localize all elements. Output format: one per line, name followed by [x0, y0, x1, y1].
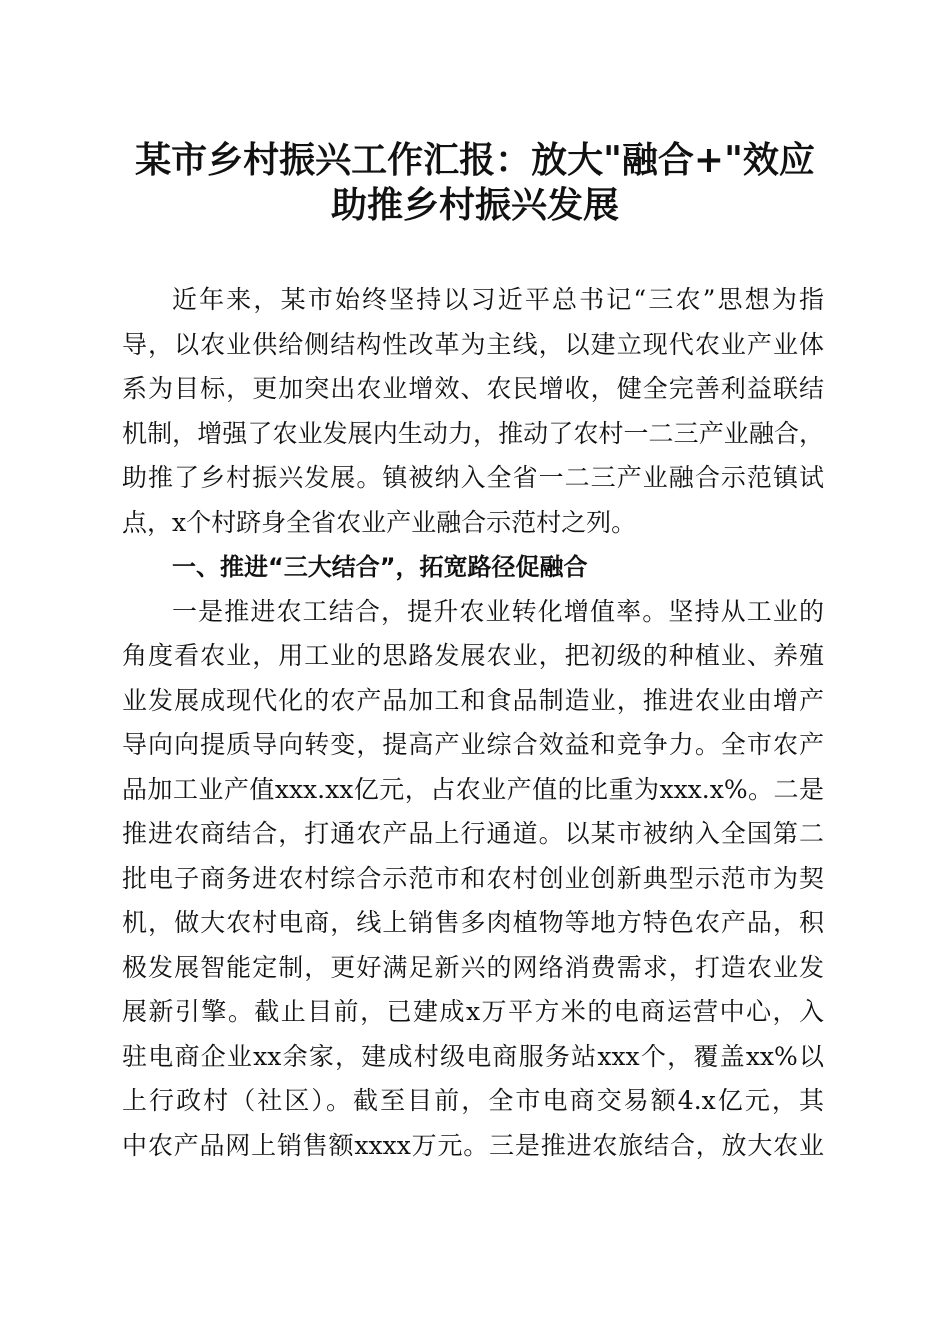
paragraph-line: 点，x个村跻身全省农业产业融合示范村之列。: [122, 507, 637, 537]
paragraph-line: 极发展智能定制，更好满足新兴的网络消费需求，打造农业发: [122, 952, 824, 982]
paragraph-line: 中农产品网上销售额xxxx万元。三是推进农旅结合，放大农业: [122, 1130, 824, 1160]
paragraph-line: 展新引擎。截止目前，已建成x万平方米的电商运营中心，入: [122, 997, 824, 1026]
paragraph-line: 助推了乡村振兴发展。镇被纳入全省一二三产业融合示范镇试: [122, 463, 824, 492]
document-title-line-1: 某市乡村振兴工作汇报：放大"融合+"效应: [135, 139, 815, 181]
paragraph-line: 导，以农业供给侧结构性改革为主线，以建立现代农业产业体: [122, 329, 824, 359]
paragraph-line: 机制，增强了农业发展内生动力，推动了农村一二三产业融合，: [122, 418, 824, 448]
paragraph-line: 机，做大农村电商，线上销售多肉植物等地方特色农产品，积: [122, 908, 824, 937]
paragraph-line: 近年来，某市始终坚持以习近平总书记“三农”思想为指: [172, 285, 824, 314]
paragraph-line: 上行政村（社区）。截至目前，全市电商交易额4.x亿元，其: [122, 1086, 824, 1115]
paragraph-line: 系为目标，更加突出农业增效、农民增收，健全完善利益联结: [122, 374, 824, 403]
section-heading: 一、推进“三大结合”，拓宽路径促融合: [172, 553, 588, 581]
paragraph-line: 导向向提质导向转变，提高产业综合效益和竞争力。全市农产: [122, 730, 824, 759]
paragraph-line: 业发展成现代化的农产品加工和食品制造业，推进农业由增产: [122, 685, 824, 715]
paragraph-line: 批电子商务进农村综合示范市和农村创业创新典型示范市为契: [122, 863, 824, 893]
paragraph-line: 一是推进农工结合，提升农业转化增值率。坚持从工业的: [172, 596, 824, 626]
paragraph-line: 驻电商企业xx余家，建成村级电商服务站xxx个，覆盖xx%以: [122, 1041, 824, 1071]
document-title-line-2: 助推乡村振兴发展: [330, 184, 619, 226]
paragraph-line: 品加工业产值xxx.xx亿元，占农业产值的比重为xxx.x%。二是: [122, 774, 824, 804]
paragraph-line: 角度看农业，用工业的思路发展农业，把初级的种植业、养殖: [122, 641, 824, 670]
document-body: [122, 278, 824, 1168]
paragraph-line: 推进农商结合，打通农产品上行通道。以某市被纳入全国第二: [122, 819, 824, 848]
